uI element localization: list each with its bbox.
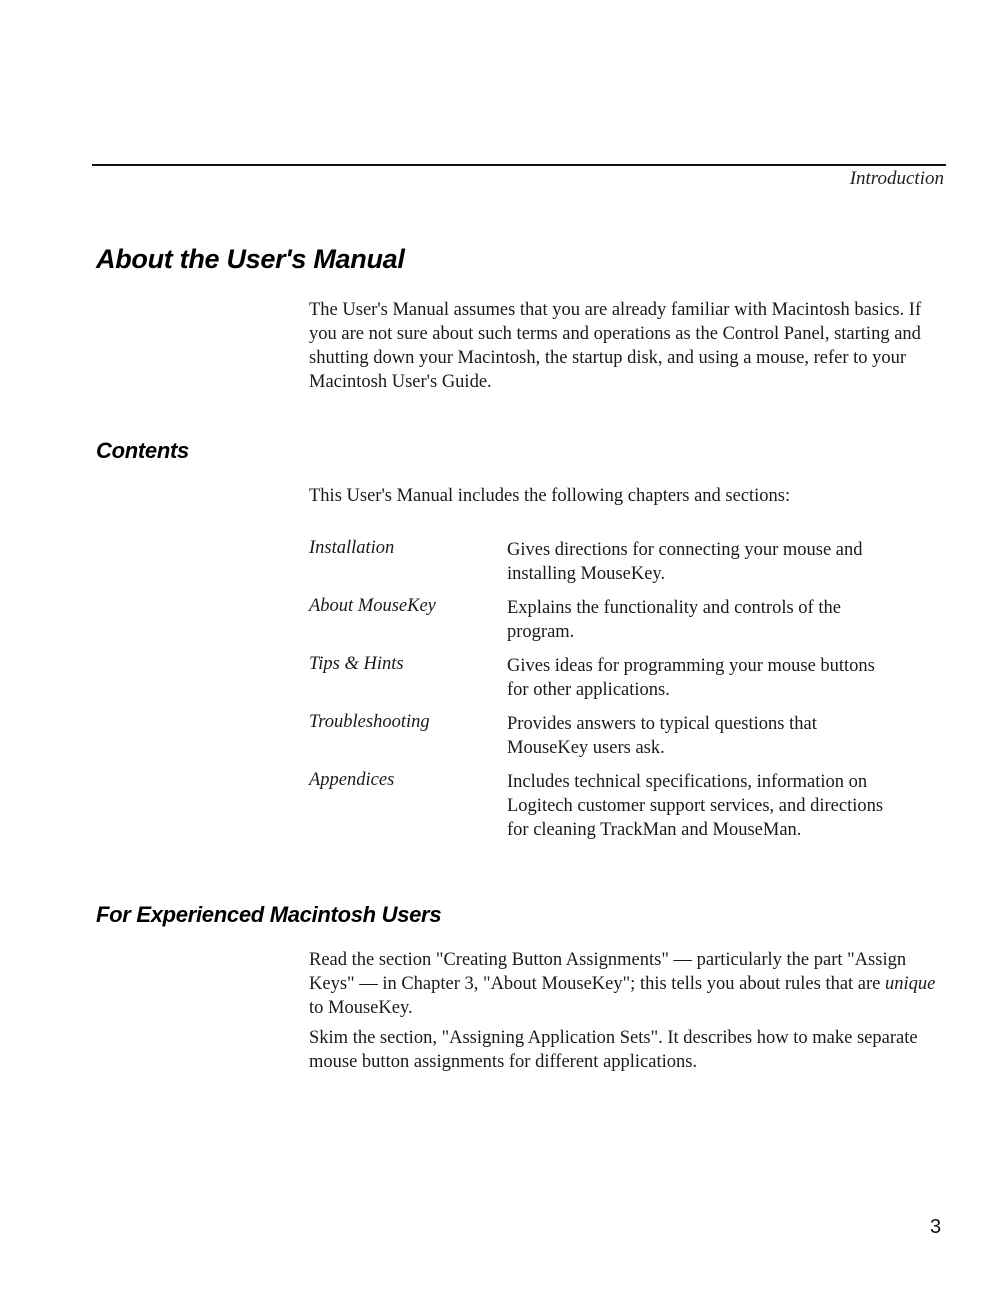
running-head: Introduction <box>849 168 944 189</box>
contents-item-title: Installation <box>309 538 395 558</box>
contents-item <box>309 652 909 702</box>
experienced-paragraph-2: Skim the section, "Assigning Application Sets". It describes how to make separate mouse button assignments for different applications. <box>309 1028 918 1072</box>
contents-item-description: Includes technical specifications, information on Logitech customer support services, and directions for cleaning TrackMan and MouseMan. <box>507 772 884 840</box>
contents-item <box>309 710 909 760</box>
header-rule <box>92 164 946 166</box>
experienced-paragraph-1-tail: to MouseKey. <box>309 998 413 1018</box>
contents-item-description: Explains the functionality and controls of the program. <box>507 598 841 642</box>
experienced-paragraph-1-text: Read the section "Creating Button Assignments" — particularly the part "Assign Keys" — in Chapter 3, "About MouseKey"; this tells you about rules that are <box>309 950 907 994</box>
contents-item <box>309 768 909 842</box>
contents-list <box>309 536 909 850</box>
contents-item-description: Gives directions for connecting your mouse and installing MouseKey. <box>507 540 863 584</box>
contents-item-title: Troubleshooting <box>309 712 430 732</box>
contents-item <box>309 536 909 586</box>
page-number: 3 <box>930 1216 942 1238</box>
contents-item-title: Tips & Hints <box>309 654 404 674</box>
contents-intro: This User's Manual includes the following chapters and sections: <box>309 486 791 506</box>
experienced-paragraph-1 <box>309 948 941 1020</box>
emphasis-unique: unique <box>885 974 936 994</box>
section-heading-about: About the User's Manual <box>96 244 405 274</box>
contents-item-description: Provides answers to typical questions that MouseKey users ask. <box>507 714 817 758</box>
contents-item-title: Appendices <box>309 770 395 790</box>
contents-item-description: Gives ideas for programming your mouse buttons for other applications. <box>507 656 875 700</box>
contents-item <box>309 594 909 644</box>
section-heading-experienced: For Experienced Macintosh Users <box>96 902 442 927</box>
about-paragraph: The User's Manual assumes that you are already familiar with Macintosh basics. If you are not sure about such terms and operations as the Control Panel, starting and shutting down your Macintosh, the startup disk, and using a mouse, refer to your Macintosh User's Guide. <box>309 300 922 392</box>
section-heading-contents: Contents <box>96 438 189 463</box>
contents-item-title: About MouseKey <box>309 596 436 616</box>
